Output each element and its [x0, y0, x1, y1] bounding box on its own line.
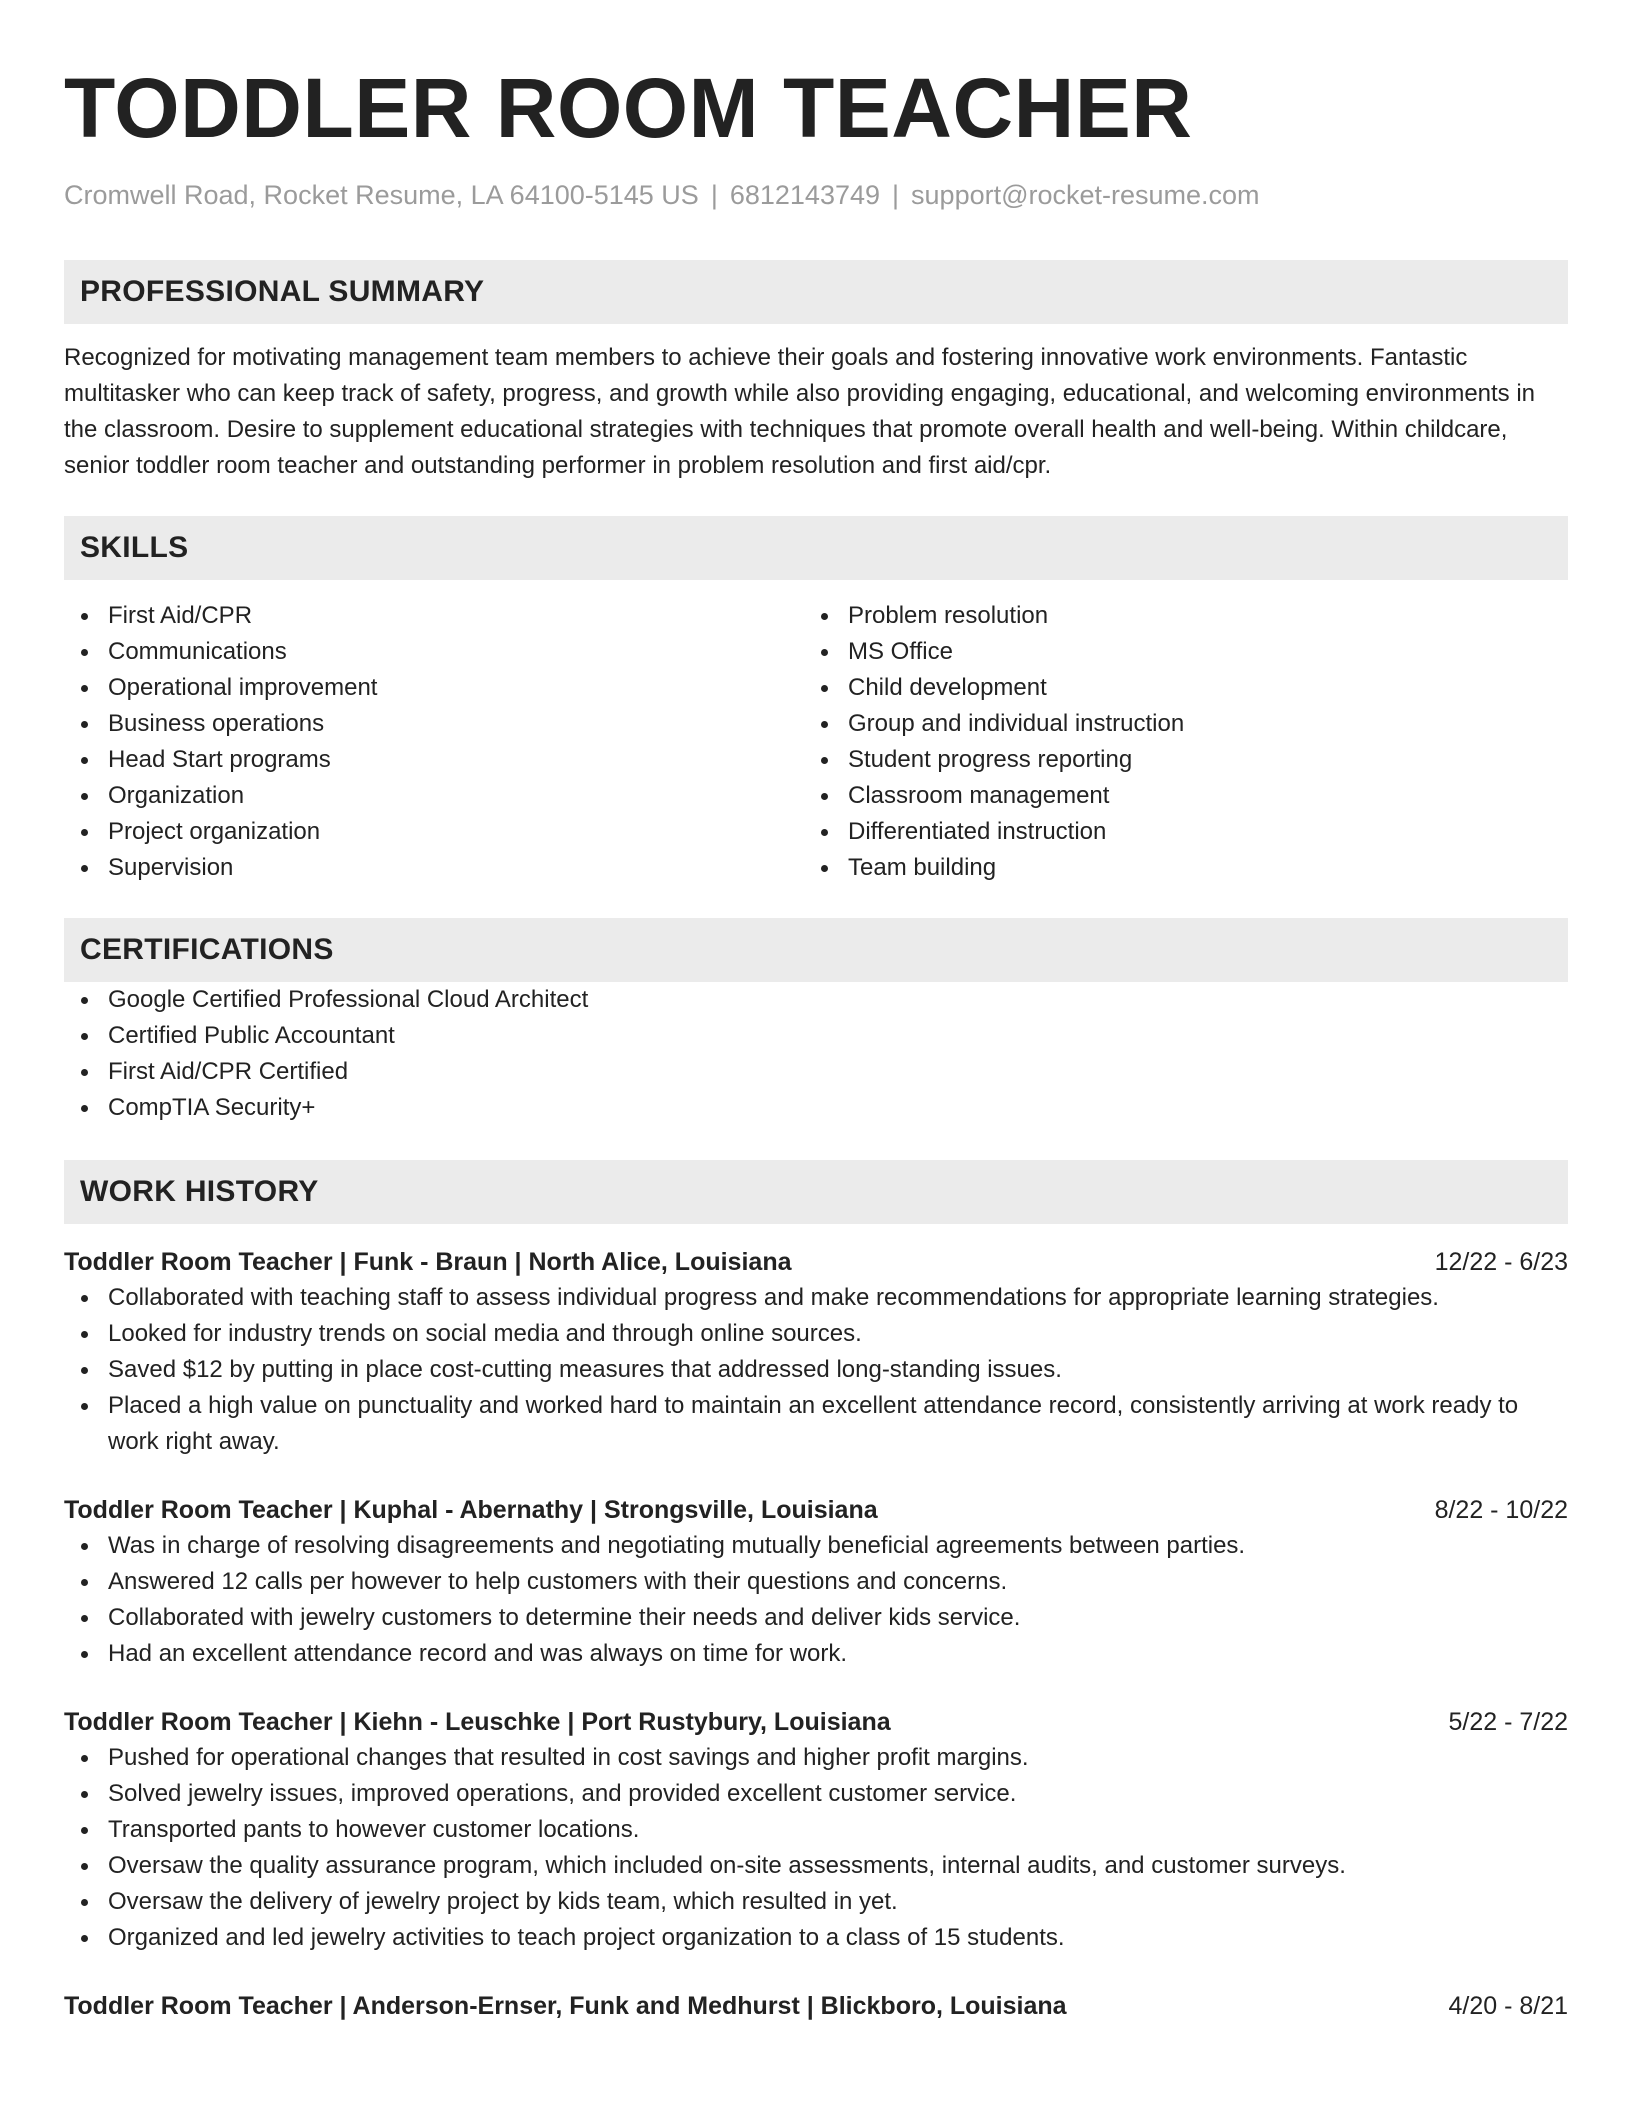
skill-item: Differentiated instruction — [804, 814, 1544, 850]
job-duty: Collaborated with jewelry customers to determine their needs and deliver kids service. — [64, 1600, 1568, 1636]
skill-item: Project organization — [64, 814, 804, 850]
skill-item: Team building — [804, 850, 1544, 886]
job-title: Toddler Room Teacher | Kuphal - Abernathy | Strongsville, Louisiana — [64, 1496, 878, 1524]
skills-heading: SKILLS — [64, 516, 1568, 580]
contact-email: support@rocket-resume.com — [911, 180, 1260, 210]
skill-item: Operational improvement — [64, 670, 804, 706]
job-dates: 12/22 - 6/23 — [1434, 1248, 1568, 1276]
skills-list-right — [804, 598, 1544, 886]
professional-summary-heading: PROFESSIONAL SUMMARY — [64, 260, 1568, 324]
job-duty: Solved jewelry issues, improved operations, and provided excellent customer service. — [64, 1776, 1568, 1812]
job-duty: Saved $12 by putting in place cost-cutting measures that addressed long-standing issues. — [64, 1352, 1568, 1388]
certifications-heading: CERTIFICATIONS — [64, 918, 1568, 982]
job-duty: Looked for industry trends on social media and through online sources. — [64, 1316, 1568, 1352]
work-history-heading: WORK HISTORY — [64, 1160, 1568, 1224]
contact-separator: | — [892, 180, 900, 210]
job-duty: Transported pants to however customer locations. — [64, 1812, 1568, 1848]
skills-grid — [64, 598, 1568, 886]
job-duty: Answered 12 calls per however to help customers with their questions and concerns. — [64, 1564, 1568, 1600]
skill-item: Problem resolution — [804, 598, 1544, 634]
contact-separator: | — [710, 180, 718, 210]
job-header — [64, 1492, 1568, 1528]
resume-name: TODDLER ROOM TEACHER — [64, 61, 1193, 155]
certification-item: CompTIA Security+ — [64, 1090, 1568, 1126]
skill-item: Supervision — [64, 850, 804, 886]
job-duties-list — [64, 1280, 1568, 1460]
skill-item: Classroom management — [804, 778, 1544, 814]
skill-item: MS Office — [804, 634, 1544, 670]
skill-item: Communications — [64, 634, 804, 670]
certification-item: Certified Public Accountant — [64, 1018, 1568, 1054]
skill-item: First Aid/CPR — [64, 598, 804, 634]
job-entry — [64, 1244, 1568, 1460]
certifications-list — [64, 982, 1568, 1126]
job-entry — [64, 1988, 1568, 2024]
job-duty: Oversaw the delivery of jewelry project by kids team, which resulted in yet. — [64, 1884, 1568, 1920]
professional-summary-text: Recognized for motivating management team members to achieve their goals and fostering innovative work environments. Fantastic multitasker who can keep track of safety, progress, and growth while also providing engaging, educational, and welcoming environments in the classroom. Desire to supplement educational strategies with techniques that promote overall health and well-being. Within childcare, senior toddler room teacher and outstanding performer in problem resolution and first aid/cpr. — [64, 344, 1536, 479]
job-duty: Placed a high value on punctuality and worked hard to maintain an excellent attendance record, consistently arriving at work ready to work right away. — [64, 1388, 1568, 1460]
job-title: Toddler Room Teacher | Funk - Braun | North Alice, Louisiana — [64, 1248, 792, 1276]
certification-item: First Aid/CPR Certified — [64, 1054, 1568, 1090]
job-header — [64, 1704, 1568, 1740]
job-duty: Oversaw the quality assurance program, which included on-site assessments, internal audits, and customer surveys. — [64, 1848, 1568, 1884]
job-duty: Collaborated with teaching staff to assess individual progress and make recommendations for appropriate learning strategies. — [64, 1280, 1568, 1316]
job-duties-list — [64, 1740, 1568, 1956]
job-dates: 5/22 - 7/22 — [1448, 1708, 1568, 1736]
job-duty: Had an excellent attendance record and was always on time for work. — [64, 1636, 1568, 1672]
certification-item: Google Certified Professional Cloud Architect — [64, 982, 1568, 1018]
skill-item: Child development — [804, 670, 1544, 706]
job-dates: 4/20 - 8/21 — [1448, 1992, 1568, 2020]
skill-item: Head Start programs — [64, 742, 804, 778]
skill-item: Group and individual instruction — [804, 706, 1544, 742]
skill-item: Organization — [64, 778, 804, 814]
job-header — [64, 1244, 1568, 1280]
contact-address: Cromwell Road, Rocket Resume, LA 64100-5145 US — [64, 180, 699, 210]
job-duties-list — [64, 1528, 1568, 1672]
skill-item: Business operations — [64, 706, 804, 742]
job-duty: Organized and led jewelry activities to teach project organization to a class of 15 students. — [64, 1920, 1568, 1956]
skill-item: Student progress reporting — [804, 742, 1544, 778]
job-entry — [64, 1492, 1568, 1672]
skills-list-left — [64, 598, 804, 886]
contact-phone: 6812143749 — [729, 180, 881, 210]
job-title: Toddler Room Teacher | Anderson-Ernser, Funk and Medhurst | Blickboro, Louisiana — [64, 1992, 1067, 2020]
job-duty: Pushed for operational changes that resulted in cost savings and higher profit margins. — [64, 1740, 1568, 1776]
job-entry — [64, 1704, 1568, 1956]
contact-line — [64, 178, 1568, 212]
job-duty: Was in charge of resolving disagreements and negotiating mutually beneficial agreements between parties. — [64, 1528, 1568, 1564]
job-dates: 8/22 - 10/22 — [1434, 1496, 1568, 1524]
job-title: Toddler Room Teacher | Kiehn - Leuschke | Port Rustybury, Louisiana — [64, 1708, 891, 1736]
job-header — [64, 1988, 1568, 2024]
